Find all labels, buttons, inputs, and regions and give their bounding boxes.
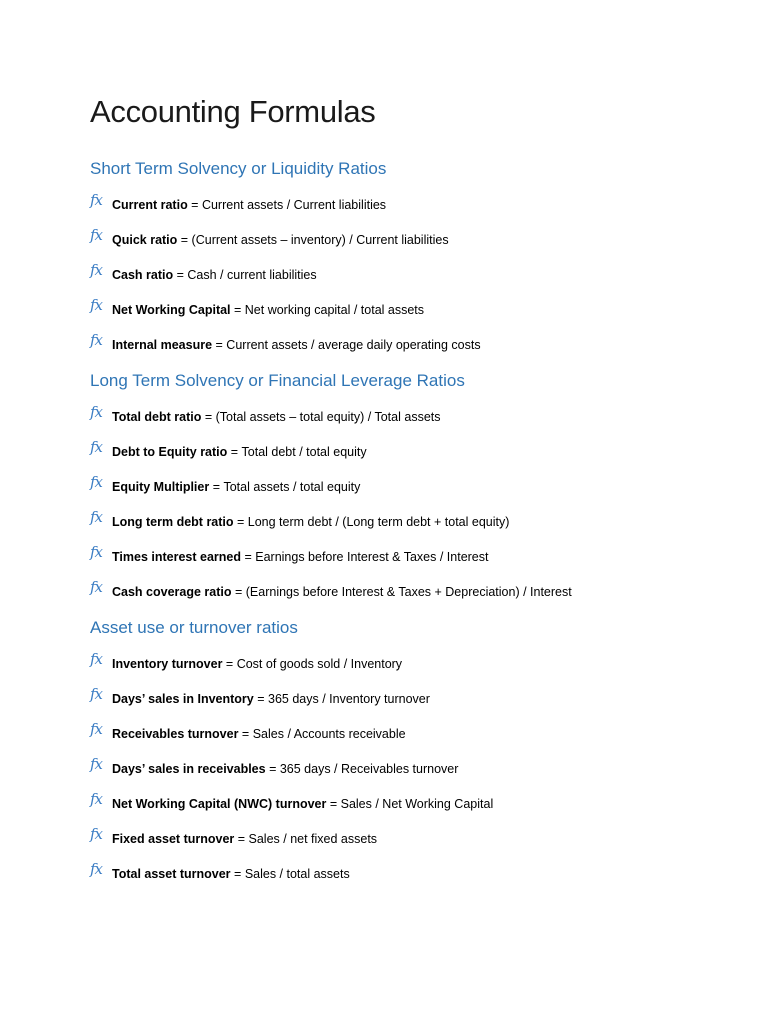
formula-definition: Long term debt / (Long term debt + total equity) [247, 515, 510, 530]
formula-term: Current ratio [112, 198, 188, 213]
formula-definition: Current assets / average daily operating costs [226, 338, 481, 353]
equals-sign: = [238, 727, 253, 742]
formula-definition: Cost of goods sold / Inventory [236, 657, 403, 672]
fx-function-icon: fx [90, 295, 103, 314]
formula-definition: Sales / Net Working Capital [340, 797, 494, 812]
equals-sign: = [253, 692, 268, 707]
fx-function-icon: fx [90, 542, 103, 561]
formula-item [90, 529, 730, 564]
formula-term: Cash coverage ratio [112, 585, 232, 600]
formula-definition: Current assets / Current liabilities [201, 198, 387, 213]
sections-container [90, 158, 730, 881]
fx-function-icon: fx [90, 719, 103, 738]
equals-sign: = [209, 480, 224, 495]
equals-sign: = [233, 515, 248, 530]
formula-term: Internal measure [112, 338, 213, 353]
equals-sign: = [201, 410, 216, 425]
formula-item [90, 643, 730, 671]
formula-item [90, 282, 730, 317]
equals-sign: = [212, 338, 227, 353]
equals-sign: = [177, 233, 192, 248]
section-heading: Short Term Solvency or Liquidity Ratios [90, 158, 387, 178]
formula-term: Debt to Equity ratio [112, 445, 228, 460]
formula-term: Times interest earned [112, 550, 241, 565]
formula-term: Equity Multiplier [112, 480, 210, 495]
formula-term: Net Working Capital (NWC) turnover [112, 797, 327, 812]
equals-sign: = [227, 445, 242, 460]
formula-item [90, 396, 730, 424]
formula-list [90, 184, 730, 352]
formula-definition: Earnings before Interest & Taxes / Interest [255, 550, 489, 565]
equals-sign: = [222, 657, 237, 672]
formula-definition: 365 days / Inventory turnover [268, 692, 430, 707]
formula-item [90, 184, 730, 212]
formula-item [90, 671, 730, 706]
formula-term: Long term debt ratio [112, 515, 234, 530]
equals-sign: = [230, 867, 245, 882]
equals-sign: = [326, 797, 341, 812]
formula-term: Quick ratio [112, 233, 178, 248]
formula-term: Receivables turnover [112, 727, 239, 742]
formula-item [90, 776, 730, 811]
formula-item [90, 846, 730, 881]
fx-function-icon: fx [90, 649, 103, 668]
formula-item [90, 459, 730, 494]
equals-sign: = [231, 585, 246, 600]
section-heading: Asset use or turnover ratios [90, 617, 298, 637]
formula-term: Total asset turnover [112, 867, 231, 882]
fx-function-icon: fx [90, 507, 103, 526]
formula-item [90, 811, 730, 846]
formula-item [90, 212, 730, 247]
formula-definition: Sales / Accounts receivable [252, 727, 406, 742]
formula-definition: (Current assets – inventory) / Current liabilities [191, 233, 449, 248]
formula-section [90, 158, 730, 352]
formula-definition: Total debt / total equity [241, 445, 367, 460]
document-title: Accounting Formulas [90, 94, 376, 129]
equals-sign: = [265, 762, 280, 777]
formula-list [90, 396, 730, 599]
fx-function-icon: fx [90, 684, 103, 703]
formula-term: Inventory turnover [112, 657, 223, 672]
formula-definition: Total assets / total equity [223, 480, 361, 495]
equals-sign: = [230, 303, 245, 318]
equals-sign: = [173, 268, 188, 283]
document-page [90, 94, 730, 881]
formula-item [90, 706, 730, 741]
formula-term: Net Working Capital [112, 303, 231, 318]
equals-sign: = [241, 550, 256, 565]
formula-term: Days’ sales in Inventory [112, 692, 254, 707]
formula-term: Days’ sales in receivables [112, 762, 266, 777]
fx-function-icon: fx [90, 577, 103, 596]
formula-section [90, 370, 730, 599]
formula-list [90, 643, 730, 881]
fx-function-icon: fx [90, 330, 103, 349]
formula-item [90, 494, 730, 529]
formula-definition: Cash / current liabilities [187, 268, 317, 283]
formula-item [90, 564, 730, 599]
formula-definition: (Earnings before Interest & Taxes + Depreciation) / Interest [245, 585, 572, 600]
fx-function-icon: fx [90, 190, 103, 209]
formula-definition: Sales / net fixed assets [248, 832, 378, 847]
formula-item [90, 247, 730, 282]
formula-item [90, 317, 730, 352]
formula-term: Total debt ratio [112, 410, 202, 425]
formula-term: Fixed asset turnover [112, 832, 235, 847]
fx-function-icon: fx [90, 402, 103, 421]
formula-section [90, 617, 730, 881]
formula-definition: 365 days / Receivables turnover [279, 762, 459, 777]
equals-sign: = [187, 198, 202, 213]
formula-definition: Sales / total assets [244, 867, 350, 882]
fx-function-icon: fx [90, 472, 103, 491]
fx-function-icon: fx [90, 225, 103, 244]
fx-function-icon: fx [90, 754, 103, 773]
formula-item [90, 741, 730, 776]
formula-definition: (Total assets – total equity) / Total assets [215, 410, 441, 425]
formula-term: Cash ratio [112, 268, 174, 283]
equals-sign: = [234, 832, 249, 847]
section-heading: Long Term Solvency or Financial Leverage Ratios [90, 370, 465, 390]
fx-function-icon: fx [90, 789, 103, 808]
fx-function-icon: fx [90, 437, 103, 456]
fx-function-icon: fx [90, 859, 103, 878]
fx-function-icon: fx [90, 824, 103, 843]
formula-definition: Net working capital / total assets [244, 303, 425, 318]
formula-item [90, 424, 730, 459]
fx-function-icon: fx [90, 260, 103, 279]
